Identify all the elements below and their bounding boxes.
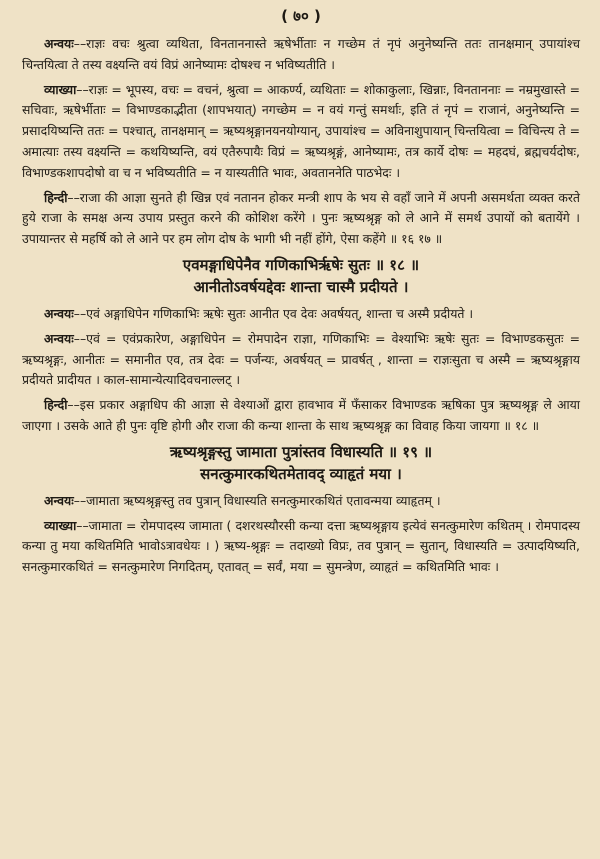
verse-line: सनत्कुमारकथितमेतावद् व्याहृतं मया । bbox=[200, 464, 402, 483]
paragraph-text: ––राज्ञः = भूपस्य, वचः = वचनं, श्रुत्वा = आकर्ण्य, व्यथिताः = शोकाकुलाः, खिन्नाः, विनताननाः = नम्रमुखास्ते = सचिवाः, ऋषेर्भीताः = विभाण्डकाद्भीता (शापभयात्) नगच्छेम = न वयं गन्तुं समर्थाः, इति तं नृपं = राजानं, अनुनेष्यन्ति = प्रसादयिष्यन्ति ततः = पश्चात्, तानक्षमान् = ऋष्यश्रृङ्गानयनयोग्यान्, उपायांश्च = अविनाशुपायान् चिन्तयित्वा = विचिन्त्य ते = अमात्याः तस्य वक्ष्यन्ति = कथयिष्यन्ति, वयं एतैरुपायैः विप्रं = ऋष्यश्रृङ्गं, आनेष्यामः, तत्र कार्ये दोषः = महदघं, ब्रह्मचर्यदोषः, विभाण्डकशापदोषो वा च न भविष्यतीति = न यास्यतीति भावः, अवताननेति पाठभेदः । bbox=[22, 81, 580, 180]
paragraph-text: ––एवं अङ्गाधिपेन गणिकाभिः ऋषेः सुतः आनीत एव देवः अवर्षयत्, शान्ता च अस्मै प्रदीयते । bbox=[73, 305, 474, 321]
verse-line: एवमङ्गाधिपेनैव गणिकाभिर्ऋषेः सुतः ॥ १८ ॥ bbox=[182, 255, 420, 274]
paragraph-text: ––इस प्रकार अङ्गाधिप की आज्ञा से वेश्याओं द्वारा हावभाव में फँसाकर विभाण्डक ऋषिका पुत्र ऋष्यश्रृङ्ग ले आया जाएगा । उसके आते ही पुनः वृष्टि होगी और राजा की कन्या शान्ता के साथ ऋष्यश्रृङ्ग का विवाह किया जायगा ॥ १८ ॥ bbox=[22, 397, 580, 433]
label-vyakhya: व्याख्या bbox=[44, 81, 77, 97]
paragraph-anvaya-2 bbox=[22, 304, 580, 325]
verse-line: ऋष्यश्रृङ्गस्तु जामाता पुत्रांस्तव विधास्यति ॥ १९ ॥ bbox=[169, 442, 433, 461]
paragraph-text: ––राज्ञः वचः श्रुत्वा व्यथिता, विनताननास्ते ऋषेर्भीताः न गच्छेम तं नृपं अनुनेष्यन्ति ततः तानक्षमान् उपायांश्च चिन्तयित्वा ते तस्य वक्ष्यन्ति वयं विप्रं आनेष्यामः दोषश्च न भविष्यतीति । bbox=[22, 36, 580, 72]
paragraph-hindi-2 bbox=[22, 395, 580, 437]
verse-line: आनीतोऽवर्षयद्देवः शान्ता चास्मै प्रदीयते । bbox=[193, 277, 409, 296]
label-anvaya: अन्वयः bbox=[44, 36, 74, 51]
label-hindi: हिन्दी bbox=[44, 397, 68, 413]
paragraph-vyakhya-1 bbox=[22, 80, 580, 184]
paragraph-hindi-1 bbox=[22, 188, 580, 250]
paragraph-text: ––राजा की आज्ञा सुनते ही खिन्न एवं नतानन होकर मन्त्री शाप के भय से वहाँ जाने में अपनी असमर्थता व्यक्त करते हुये राजा के समक्ष अन्य उपाय प्रस्तुत करने की कोशिश करेंगे । पुनः ऋष्यश्रृङ्ग को ले आने में समर्थ उपायों को बतायेंगे । उपायान्तर से महर्षि को ले आने पर हम लोग दोष के भागी भी नहीं होंगे, ऐसा कहेंगे ॥ १६ १७ ॥ bbox=[22, 189, 580, 247]
paragraph-text: ––एवं = एवंप्रकारेण, अङ्गाधिपेन = रोमपादेन राज्ञा, गणिकाभिः = वेश्याभिः ऋषेः सुतः = विभाण्डकसुतः = ऋष्यश्रृङ्गः, आनीतः = समानीत एव, तत्र देवः = पर्जन्यः, अवर्षयत् = प्रावर्षत् , शान्ता = राज्ञःसुता च अस्मै = ऋष्यश्रृङ्गाय प्रदीयते प्रादीयत । काल-सामान्येत्यादिवचनाल्लट् । bbox=[22, 330, 580, 388]
page-number: ( ७० ) bbox=[281, 7, 321, 25]
paragraph-anvaya-4 bbox=[22, 491, 580, 512]
paragraph-anvaya-1 bbox=[22, 34, 580, 76]
verse-19 bbox=[22, 441, 580, 485]
paragraph-vyakhya-2 bbox=[22, 516, 580, 578]
label-anvaya: अन्वयः bbox=[44, 492, 74, 508]
paragraph-text: ––जामाता ऋष्यश्रृङ्गस्तु तव पुत्रान् विधास्यति सनत्कुमारकथितं एतावन्मया व्याहृतम् । bbox=[73, 492, 441, 508]
label-vyakhya: व्याख्या bbox=[44, 517, 77, 533]
verse-18 bbox=[22, 254, 580, 298]
label-hindi: हिन्दी bbox=[44, 189, 68, 205]
paragraph-text: ––जामाता = रोमपादस्य जामाता ( दशरथस्यौरसी कन्या दत्ता ऋष्यश्रृङ्गाय इत्येवं सनत्कुमारेण कथितम् । रोमपादस्य कन्या तु मया कथितमिति भावोऽत्रावधेयः । ) ऋष्य-श्रृङ्गः = तदाख्यो विप्रः, तव पुत्रान् = सुतान्, विधास्यति = उत्पादयिष्यति, सनत्कुमारकथितं = सनत्कुमारेण निगदितम्, एतावत् = सर्वं, मया = सुमन्त्रेण, व्याहृतं = कथितमिति भावः । bbox=[22, 517, 580, 575]
label-anvaya: अन्वयः bbox=[44, 330, 74, 346]
paragraph-anvaya-3 bbox=[22, 329, 580, 391]
label-anvaya: अन्वयः bbox=[44, 305, 74, 321]
